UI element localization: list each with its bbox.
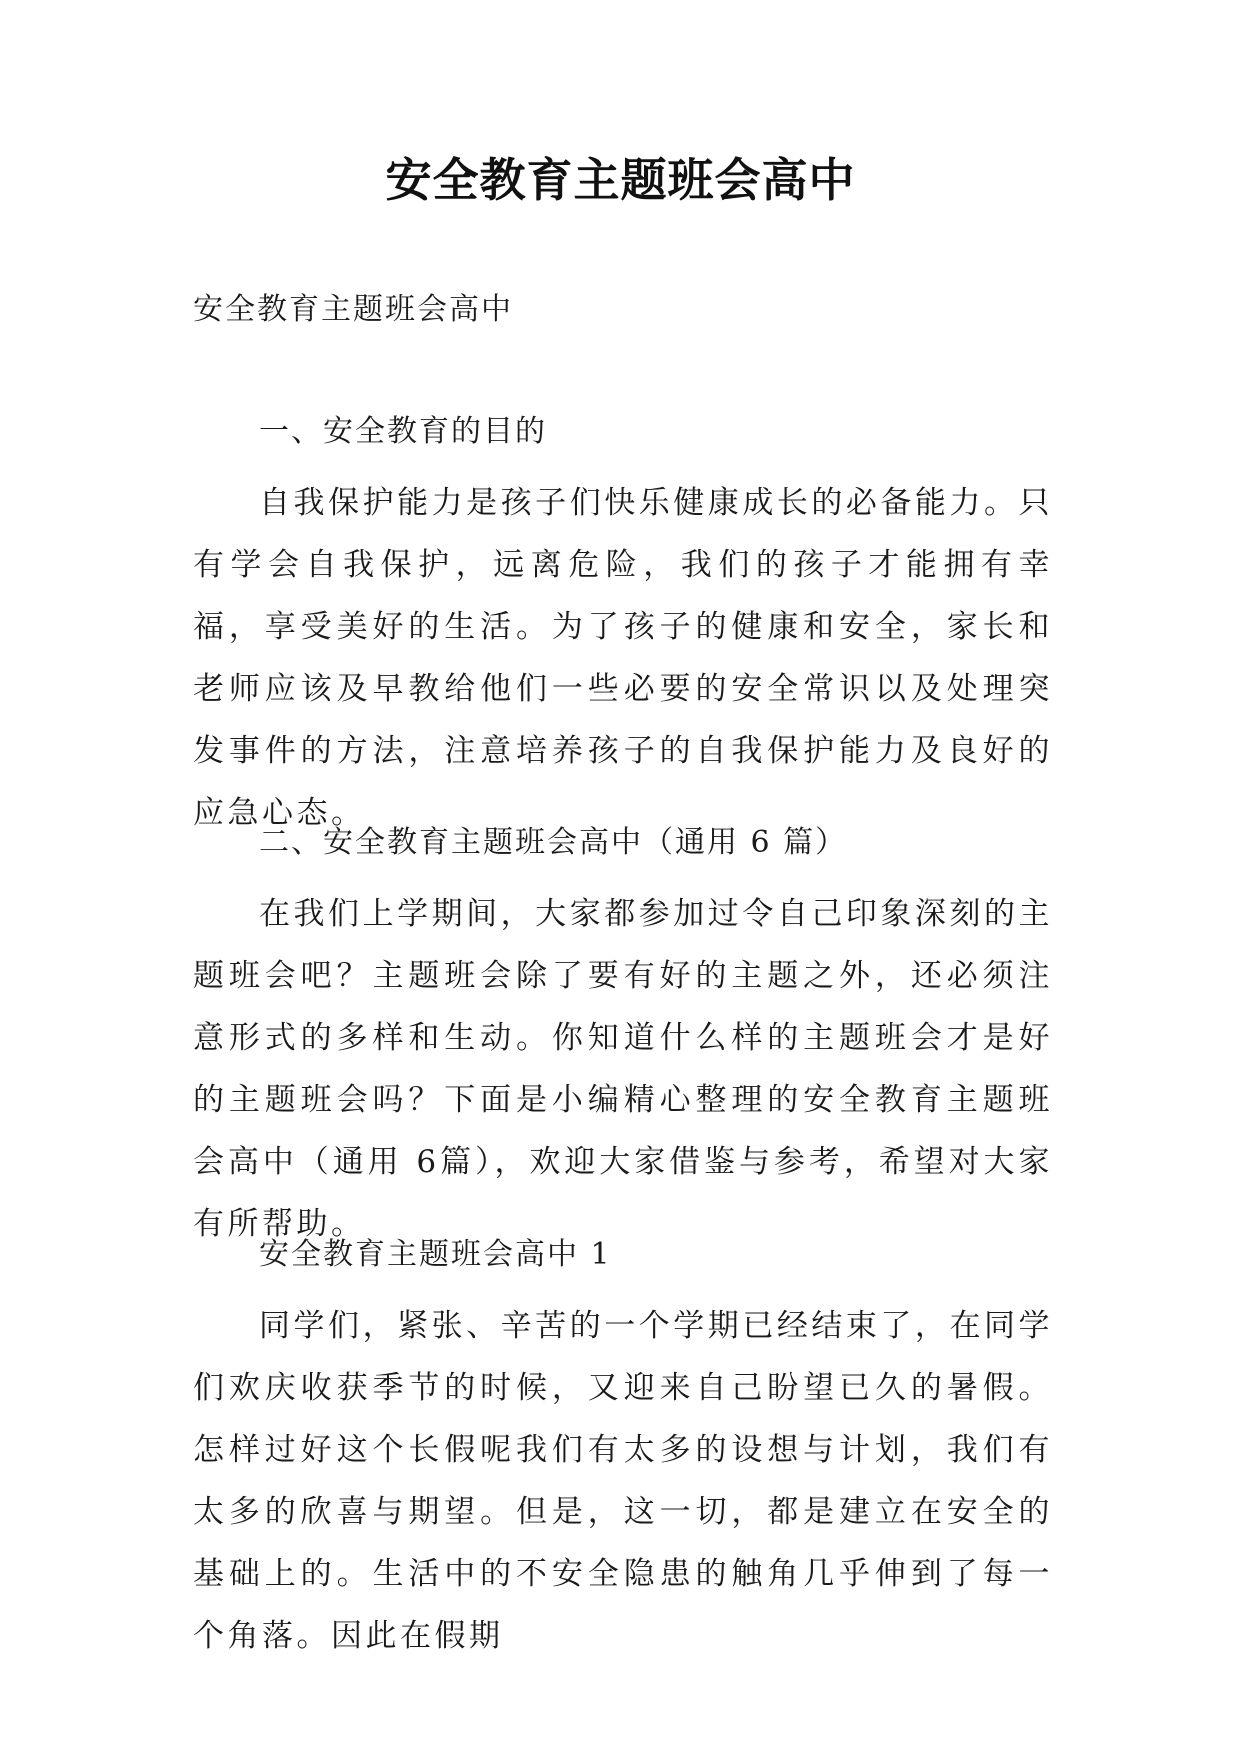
section-class-meeting xyxy=(193,823,1053,1255)
section-paragraph: 在我们上学期间，大家都参加过令自己印象深刻的主题班会吧？主题班会除了要有好的主题之外，还必须注意形式的多样和生动。你知道什么样的主题班会才是好的主题班会吗？下面是小编精心整理的安全教育主题班会高中（通用 6篇），欢迎大家借鉴与参考，希望对大家有所帮助。 xyxy=(193,896,1053,1242)
section-heading: 安全教育主题班会高中 1 xyxy=(259,1237,612,1272)
section-heading: 二、安全教育主题班会高中（通用 6 篇） xyxy=(259,825,848,860)
document-subtitle: 安全教育主题班会高中 xyxy=(193,292,513,327)
section-paragraph: 自我保护能力是孩子们快乐健康成长的必备能力。只有学会自我保护，远离危险，我们的孩子才能拥有幸福，享受美好的生活。为了孩子的健康和安全，家长和老师应该及早教给他们一些必要的安全常识以及处理突发事件的方法，注意培养孩子的自我保护能力及良好的应急心态。 xyxy=(193,485,1053,831)
section-paragraph: 同学们，紧张、辛苦的一个学期已经结束了，在同学们欢庆收获季节的时候，又迎来自己盼望已久的暑假。怎样过好这个长假呢我们有太多的设想与计划，我们有太多的欣喜与期望。但是，这一切，都是建立在安全的基础上的。生活中的不安全隐患的触角几乎伸到了每一个角落。因此在假期 xyxy=(193,1308,1053,1654)
document-title: 安全教育主题班会高中 xyxy=(385,153,856,207)
section-purpose xyxy=(193,412,1053,844)
section-article-1 xyxy=(193,1235,1053,1667)
section-heading: 一、安全教育的目的 xyxy=(259,414,547,449)
